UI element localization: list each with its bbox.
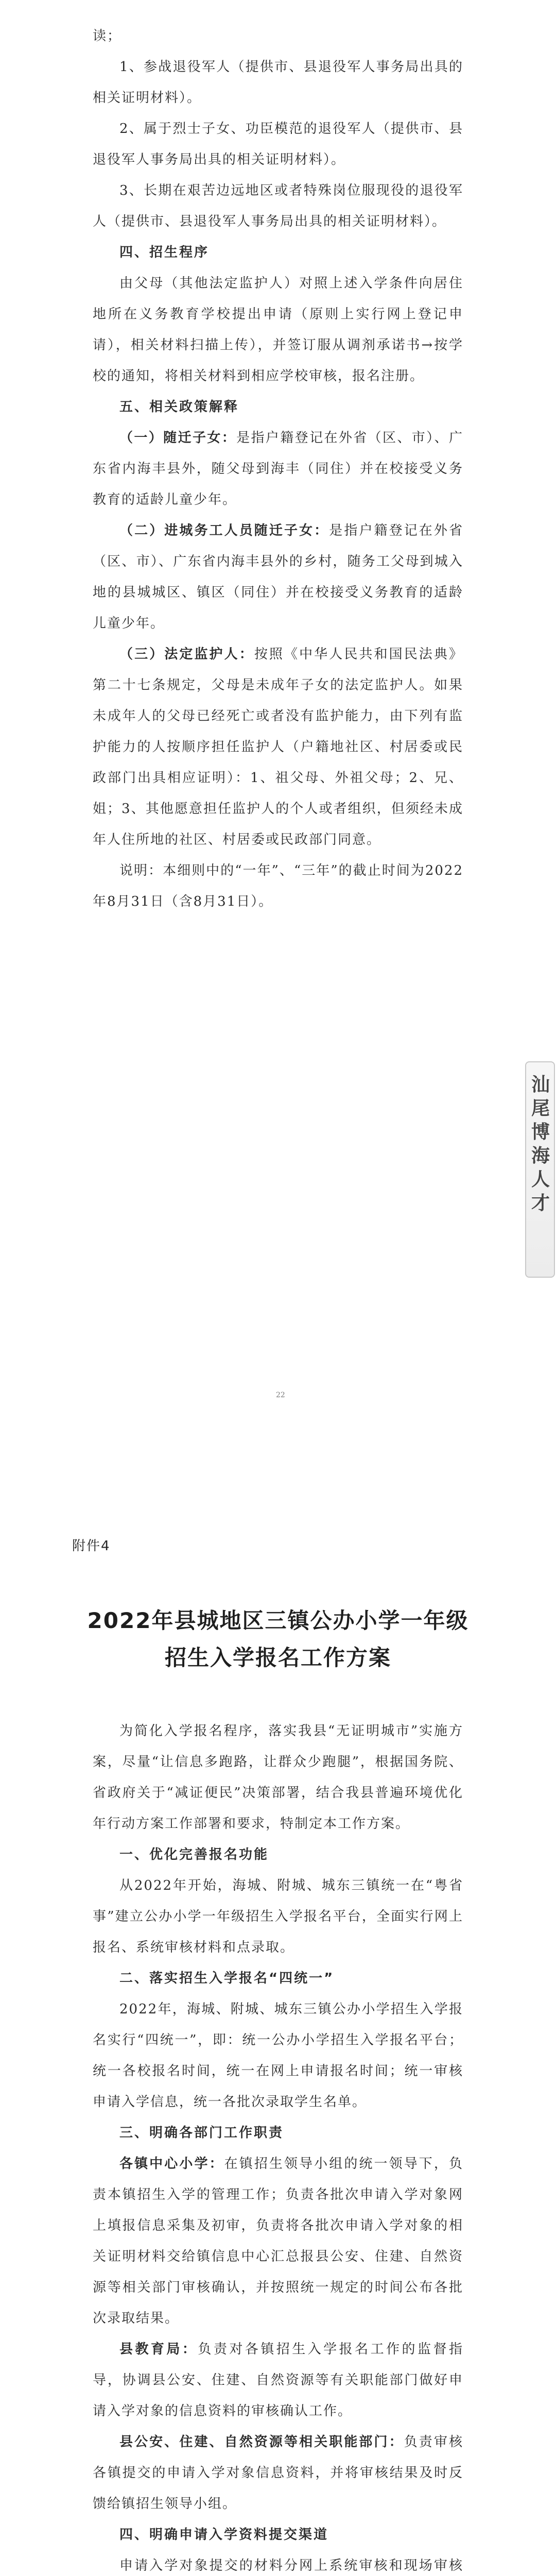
section-heading: 四、明确申请入学资料提交渠道 xyxy=(119,2527,329,2543)
seal-stamp xyxy=(525,1061,555,1278)
page-1-body xyxy=(93,21,463,917)
paragraph-text: 是指户籍登记在外省（区、市）、广东省内海丰县外的乡村，随务工父母到城入地的县城城区、镇区（同住）并在校接受义务教育的适龄儿童少年。 xyxy=(93,523,463,631)
paragraph-lead: 县教育局： xyxy=(119,2342,198,2357)
page-number: 22 xyxy=(276,1391,285,1399)
body-paragraph xyxy=(93,515,463,639)
paragraph-lead: （三）法定监护人： xyxy=(119,647,254,662)
title-line-2: 招生入学报名工作方案 xyxy=(164,1645,391,1670)
section-heading: 五、相关政策解释 xyxy=(119,399,239,415)
annex-label: 附件4 xyxy=(72,1538,111,1554)
body-paragraph xyxy=(93,2334,463,2427)
body-paragraph: 3、长期在艰苦边远地区或者特殊岗位服现役的退役军人（提供市、县退役军人事务局出具的相关证明材料）。 xyxy=(93,183,463,229)
body-paragraph: 1、参战退役军人（提供市、县退役军人事务局出具的相关证明材料）。 xyxy=(93,59,463,106)
paragraph-text: 负责对各镇招生入学报名工作的监督指导，协调县公安、住建、自然资源等有关职能部门做好申请入学对象的信息资料的审核确认工作。 xyxy=(93,2342,463,2419)
body-paragraph xyxy=(93,639,463,855)
body-paragraph xyxy=(93,2427,463,2519)
paragraph-lead: 各镇中心小学： xyxy=(119,2156,224,2172)
section-heading: 三、明确各部门工作职责 xyxy=(119,2125,284,2141)
document-page-2 xyxy=(0,1473,556,2576)
paragraph-text: 是指户籍登记在外省（区、市）、广东省内海丰县外，随父母到海丰（同住）并在校接受义务教育的适龄儿童少年。 xyxy=(93,430,463,507)
section-heading: 四、招生程序 xyxy=(119,245,210,260)
title-line-1: 2022年县城地区三镇公办小学一年级 xyxy=(87,1608,469,1633)
document-title xyxy=(72,1602,484,1676)
body-paragraph: 申请入学对象提交的材料分网上系统审核和现场审核 xyxy=(119,2558,463,2573)
section-heading: 一、优化完善报名功能 xyxy=(119,1847,269,1862)
body-paragraph: 2、属于烈士子女、功臣模范的退役军人（提供市、县退役军人事务局出具的相关证明材料）。 xyxy=(93,121,463,167)
paragraph-lead: （二）进城务工人员随迁子女： xyxy=(119,523,329,538)
paragraph-text: 负责审核各镇提交的申请入学对象信息资料，并将审核结果及时反馈给镇招生领导小组。 xyxy=(93,2434,463,2512)
body-paragraph xyxy=(93,2148,463,2334)
body-paragraph: 为简化入学报名程序，落实我县“无证明城市”实施方案，尽量“让信息多跑路，让群众少跑腿”，根据国务院、省政府关于“减证便民”决策部署，结合我县普遍环境优化年行动方案工作部署和要求，特制定本工作方案。 xyxy=(93,1723,463,1832)
body-paragraph: 从2022年开始，海城、附城、城东三镇统一在“粤省事”建立公办小学一年级招生入学报名平台，全面实行网上报名、系统审核材料和点录取。 xyxy=(93,1878,463,1955)
body-paragraph: 读； xyxy=(93,28,122,44)
body-paragraph: 由父母（其他法定监护人）对照上述入学条件向居住地所在义务教育学校提出申请（原则上实行网上登记申请），相关材料扫描上传），并签订服从调剂承诺书→按学校的通知，将相关材料到相应学校审核，报名注册。 xyxy=(93,276,463,384)
body-paragraph: 2022年，海城、附城、城东三镇公办小学招生入学报名实行“四统一”，即：统一公办小学招生入学报名平台；统一各校报名时间，统一在网上申请报名时间；统一审核申请入学信息，统一各批次录取学生名单。 xyxy=(93,2002,463,2110)
section-heading: 二、落实招生入学报名“四统一” xyxy=(119,1971,335,1986)
paragraph-text: 在镇招生领导小组的统一领导下，负责本镇招生入学的管理工作；负责各批次申请入学对象网上填报信息采集及初审，负责将各批次申请入学对象的相关证明材料交给镇信息中心汇总报县公安、住建、自然资源等相关部门审核确认，并按照统一规定的时间公布各批次录取结果。 xyxy=(93,2156,463,2326)
seal-text: 汕尾博海人才 xyxy=(531,1074,550,1214)
body-paragraph xyxy=(93,422,463,515)
paragraph-lead: （一）随迁子女： xyxy=(119,430,237,446)
paragraph-lead: 县公安、住建、自然资源等相关职能部门： xyxy=(119,2434,404,2450)
paragraph-text: 按照《中华人民共和国民法典》第二十七条规定，父母是未成年子女的法定监护人。如果未成年人的父母已经死亡或者没有监护能力，由下列有监护能力的人按顺序担任监护人（户籍地社区、村居委或民政部门出具相应证明）：1、祖父母、外祖父母；2、兄、姐；3、其他愿意担任监护人的个人或者组织，但须经未成年人住所地的社区、村居委或民政部门同意。 xyxy=(93,647,463,848)
body-paragraph: 说明：本细则中的“一年”、“三年”的截止时间为2022年8月31日（含8月31日）。 xyxy=(93,863,463,909)
page-2-body xyxy=(93,1716,463,2576)
